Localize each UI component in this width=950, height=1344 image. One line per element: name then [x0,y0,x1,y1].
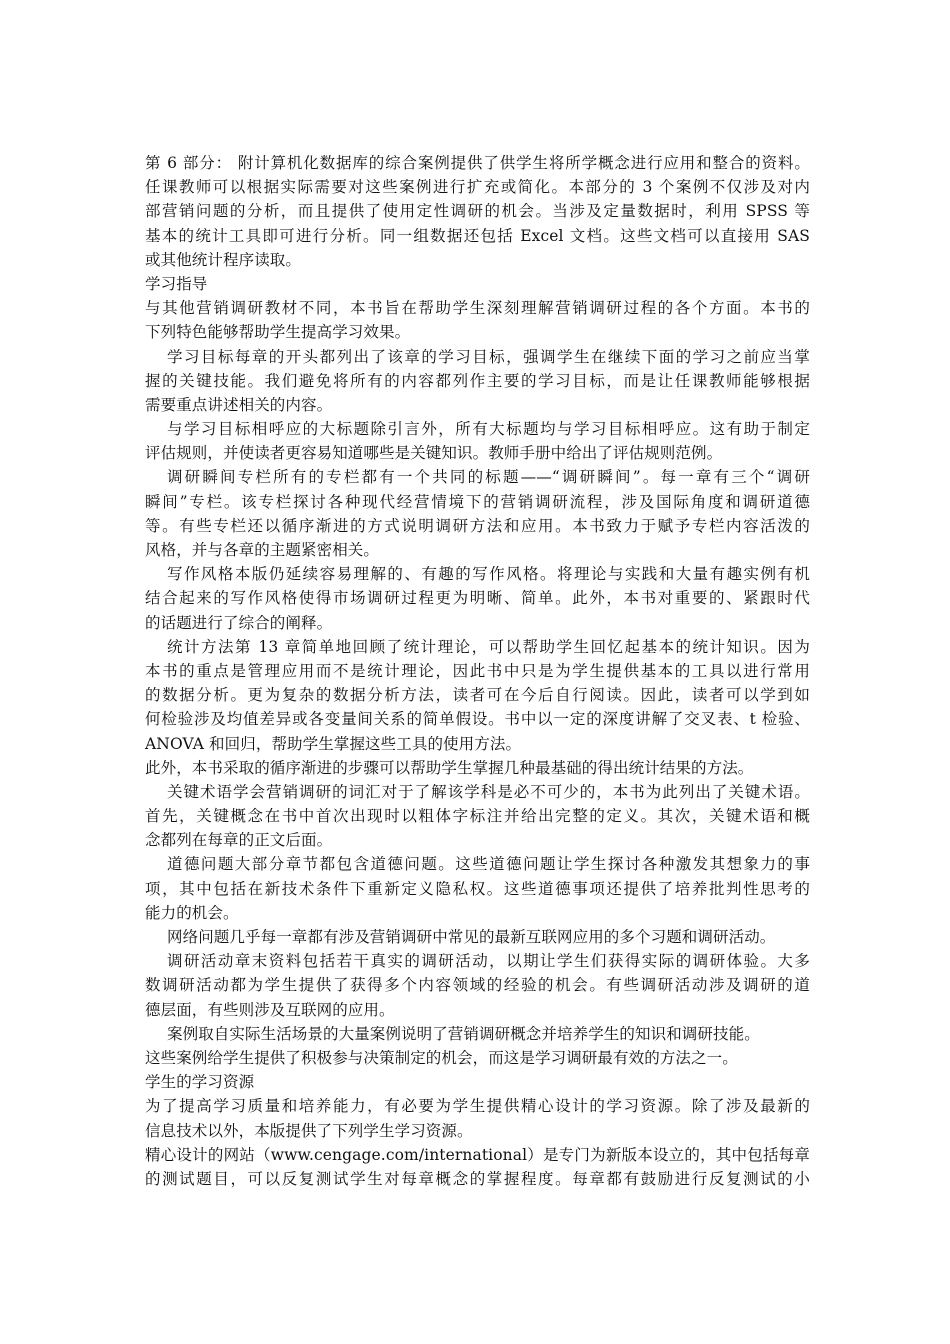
text-line: 的数据分析。更为复杂的数据分析方法，读者可在今后自行阅读。因此，读者可以学到如 [145,686,810,705]
text-line: 下列特色能够帮助学生提高学习效果。 [145,323,411,342]
text-line: 或其他统计程序读取。 [145,250,302,269]
text-line: 与其他营销调研教材不同，本书旨在帮助学生深刻理解营销调研过程的各个方面。本书的 [145,299,810,318]
text-line: 调研瞬间专栏所有的专栏都有一个共同的标题——“调研瞬间”。每一章有三个“调研 [167,468,810,487]
text-line: 网络问题几乎每一章都有涉及营销调研中常见的最新互联网应用的多个习题和调研活动。 [167,928,776,946]
text-line: 学生的学习资源 [145,1073,255,1092]
text-line: 部营销问题的分析，而且提供了使用定性调研的机会。当涉及定量数据时，利用 SPSS 等 [145,202,810,221]
text-line: 本书的重点是管理应用而不是统计理论，因此书中只是为学生提供基本的工具以进行常用 [145,661,810,680]
text-line: 与学习目标相呼应的大标题除引言外，所有大标题均与学习目标相呼应。这有助于制定 [167,420,810,439]
text-line: 统计方法第 13 章简单地回顾了统计理论，可以帮助学生回忆起基本的统计知识。因为 [167,637,810,656]
text-line: 基本的统计工具即可进行分析。同一组数据还包括 Excel 文档。这些文档可以直接用 SAS [145,226,810,245]
text-line: 需要重点讲述相关的内容。 [145,395,333,414]
text-line: 的测试题目，可以反复测试学生对每章概念的掌握程度。每章都有鼓励进行反复测试的小 [145,1169,810,1188]
text-line: 握的关键技能。我们避免将所有的内容都列作主要的学习目标，而是让任课教师能够根据 [145,371,810,390]
text-line: 精心设计的网站（www.cengage.com/international）是专门为新版本设立的，其中包括每章 [145,1145,810,1164]
text-line: 学习目标每章的开头都列出了该章的学习目标，强调学生在继续下面的学习之前应当掌 [167,347,810,366]
text-line: 关键术语学会营销调研的词汇对于了解该学科是必不可少的，本书为此列出了关键术语。 [167,782,810,801]
text-line: 写作风格本版仍延续容易理解的、有趣的写作风格。将理论与实践和大量有趣实例有机 [167,565,810,584]
text-line: 德层面，有些则涉及互联网的应用。 [145,1000,395,1019]
text-line: ANOVA 和回归，帮助学生掌握这些工具的使用方法。 [145,734,522,753]
text-line: 信息技术以外，本版提供了下列学生学习资源。 [145,1121,473,1140]
text-line: 任课教师可以根据实际需要对这些案例进行扩充或简化。本部分的 3 个案例不仅涉及对内 [145,178,810,197]
text-line: 为了提高学习质量和培养能力，有必要为学生提供精心设计的学习资源。除了涉及最新的 [145,1097,810,1116]
text-line: 调研活动章末资料包括若干真实的调研活动，以期让学生们获得实际的调研体验。大多 [167,952,810,971]
text-line: 风格，并与各章的主题紧密相关。 [145,541,380,559]
text-line: 的话题进行了综合的阐释。 [145,613,333,632]
text-line: 等。有些专栏还以循序渐进的方式说明调研方法和应用。本书致力于赋予专栏内容活泼的 [145,516,810,535]
text-line: 数调研活动都为学生提供了获得多个内容领域的经验的机会。有些调研活动涉及调研的道 [145,976,810,995]
text-line: 项，其中包括在新技术条件下重新定义隐私权。这些道德事项还提供了培养批判性思考的 [145,879,810,898]
text-line: 学习指导 [145,274,208,293]
text-line: 这些案例给学生提供了积极参与决策制定的机会，而这是学习调研最有效的方法之一。 [145,1048,738,1067]
text-line: 首先，关键概念在书中首次出现时以粗体字标注并给出完整的定义。其次，关键术语和概 [145,807,810,826]
text-line: 瞬间”专栏。该专栏探讨各种现代经营情境下的营销调研流程，涉及国际角度和调研道德 [145,492,810,511]
text-line: 能力的机会。 [145,903,239,922]
text-line: 评估规则，并使读者更容易知道哪些是关键知识。教师手册中给出了评估规则范例。 [145,444,723,463]
text-line: 念都列在每章的正文后面。 [145,831,333,850]
text-line: 案例取自实际生活场景的大量案例说明了营销调研概念并培养学生的知识和调研技能。 [167,1024,760,1043]
text-line: 此外，本书采取的循序渐进的步骤可以帮助学生掌握几种最基础的得出统计结果的方法。 [145,758,754,777]
text-line: 道德问题大部分章节都包含道德问题。这些道德问题让学生探讨各种激发其想象力的事 [167,855,810,874]
text-line: 第 6 部分： 附计算机化数据库的综合案例提供了供学生将所学概念进行应用和整合的资料。 [145,154,810,172]
text-line: 何检验涉及均值差异或各变量间关系的简单假设。书中以一定的深度讲解了交叉表、t 检验、 [145,710,810,729]
document-page [145,151,810,1191]
text-line: 结合起来的写作风格使得市场调研过程更为明晰、简单。此外，本书对重要的、紧跟时代 [145,589,810,608]
